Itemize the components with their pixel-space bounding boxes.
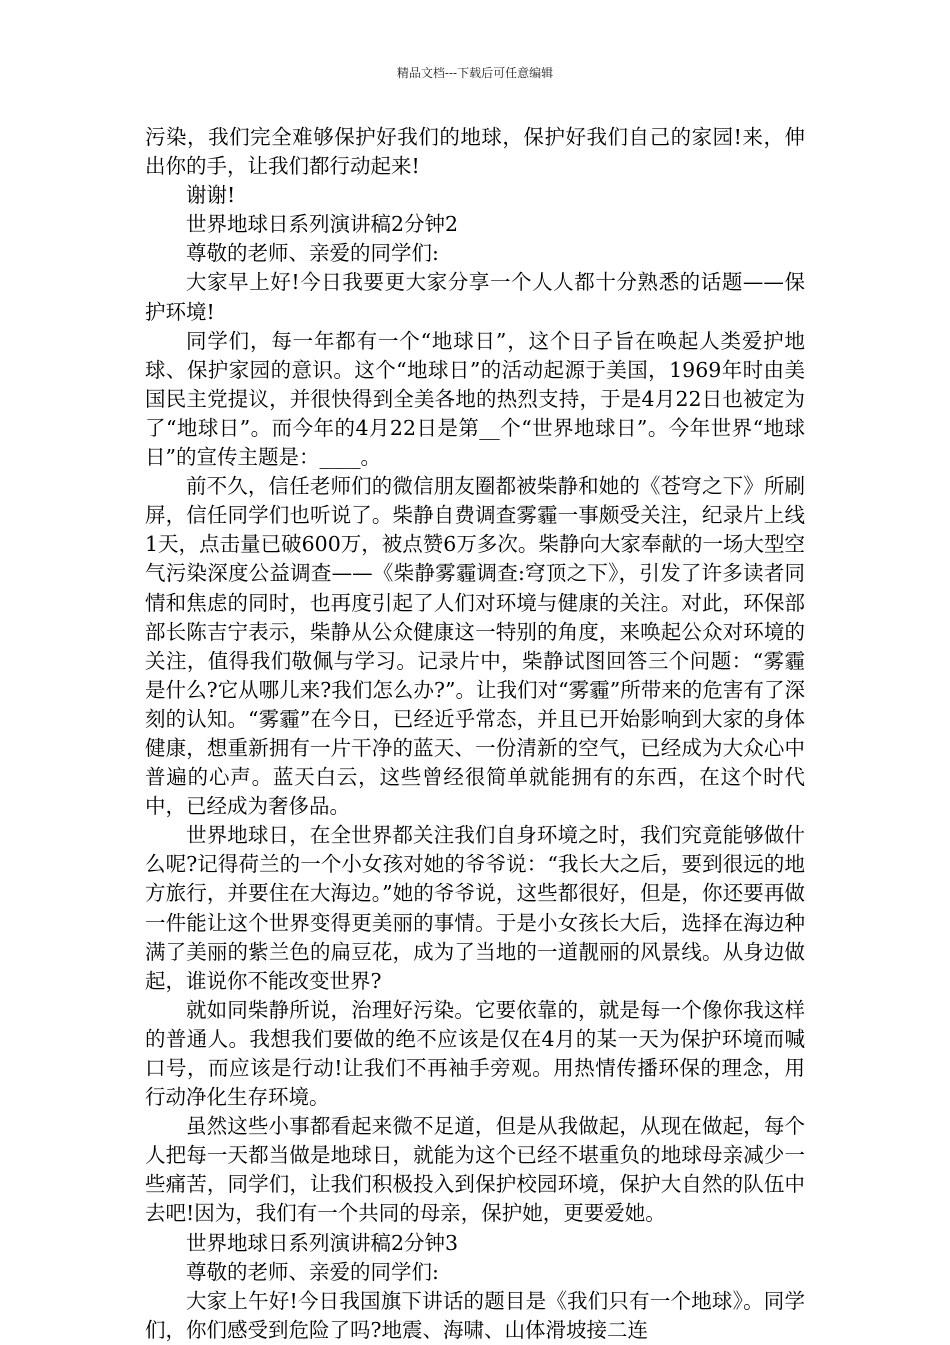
paragraph: 污染，我们完全难够保护好我们的地球，保护好我们自己的家园!来，伸出你的手，让我们都行动起来!	[145, 125, 805, 179]
paragraph: 前不久，信任老师们的微信朋友圈都被柴静和她的《苍穹之下》所刷屏，信任同学们也听说了。柴静自费调查雾霾一事颇受关注，纪录片上线1天，点击量已破600万，被点赞6万多次。柴静向大家奉献的一场大型空气污染深度公益调查——《柴静雾霾调查:穹顶之下》，引发了许多读者同情和焦虑的同时，也再度引起了人们对环境与健康的关注。对此，环保部部长陈吉宁表示，柴静从公众健康这一特别的角度，来唤起公众对环境的关注，值得我们敬佩与学习。记录片中，柴静试图回答三个问题：“雾霾是什么?它从哪儿来?我们怎么办?”。让我们对“雾霾”所带来的危害有了深刻的认知。“雾霾”在今日，已经近乎常态，并且已开始影响到大家的身体健康，想重新拥有一片干净的蓝天、一份清新的空气，已经成为大众心中普遍的心声。蓝天白云，这些曾经很简单就能拥有的东西，在这个时代中，已经成为奢侈品。	[145, 474, 805, 819]
paragraph: 谢谢!	[186, 183, 236, 208]
paragraph: 同学们，每一年都有一个“地球日”，这个日子旨在唤起人类爱护地球、保护家园的意识。这个“地球日”的活动起源于美国，1969年时由美国民主党提议，并很快得到全美各地的热烈支持，于是4月22日也被定为了“地球日”。而今年的4月22日是第__个“世界地球日”。今年世界“地球日”的宣传主题是：____。	[145, 328, 805, 470]
section-title: 世界地球日系列演讲稿2分钟2	[186, 212, 459, 237]
paragraph: 虽然这些小事都看起来微不足道，但是从我做起，从现在做起，每个人把每一天都当做是地球日，就能为这个已经不堪重负的地球母亲减少一些痛苦，同学们，让我们积极投入到保护校园环境，保护大自然的队伍中去吧!因为，我们有一个共同的母亲，保护她，更要爱她。	[145, 1114, 805, 1226]
paragraph: 世界地球日，在全世界都关注我们自身环境之时，我们究竟能够做什么呢?记得荷兰的一个小女孩对她的爷爷说：“我长大之后，要到很远的地方旅行，并要住在大海边。”她的爷爷说，这些都很好，但是，你还要再做一件能让这个世界变得更美丽的事情。于是小女孩长大后，选择在海边种满了美丽的紫兰色的扁豆花，成为了当地的一道靓丽的风景线。从身边做起，谁说你不能改变世界?	[145, 823, 805, 993]
salutation: 尊敬的老师、亲爱的同学们:	[186, 1259, 439, 1284]
page-header: 精品文档---下载后可任意编辑	[396, 66, 554, 80]
document-body	[145, 123, 805, 1345]
paragraph: 大家早上好!今日我要更大家分享一个人人都十分熟悉的话题——保护环境!	[145, 270, 805, 324]
paragraph: 大家上午好!今日我国旗下讲话的题目是《我们只有一个地球》。同学们，你们感受到危险了吗?地震、海啸、山体滑坡接二连	[145, 1288, 805, 1342]
section-title: 世界地球日系列演讲稿2分钟3	[186, 1230, 459, 1255]
paragraph: 就如同柴静所说，治理好污染。它要依靠的，就是每一个像你我这样的普通人。我想我们要做的绝不应该是仅在4月的某一天为保护环境而喊口号，而应该是行动!让我们不再袖手旁观。用热情传播环保的理念，用行动净化生存环境。	[145, 997, 805, 1110]
salutation: 尊敬的老师、亲爱的同学们:	[186, 241, 439, 266]
